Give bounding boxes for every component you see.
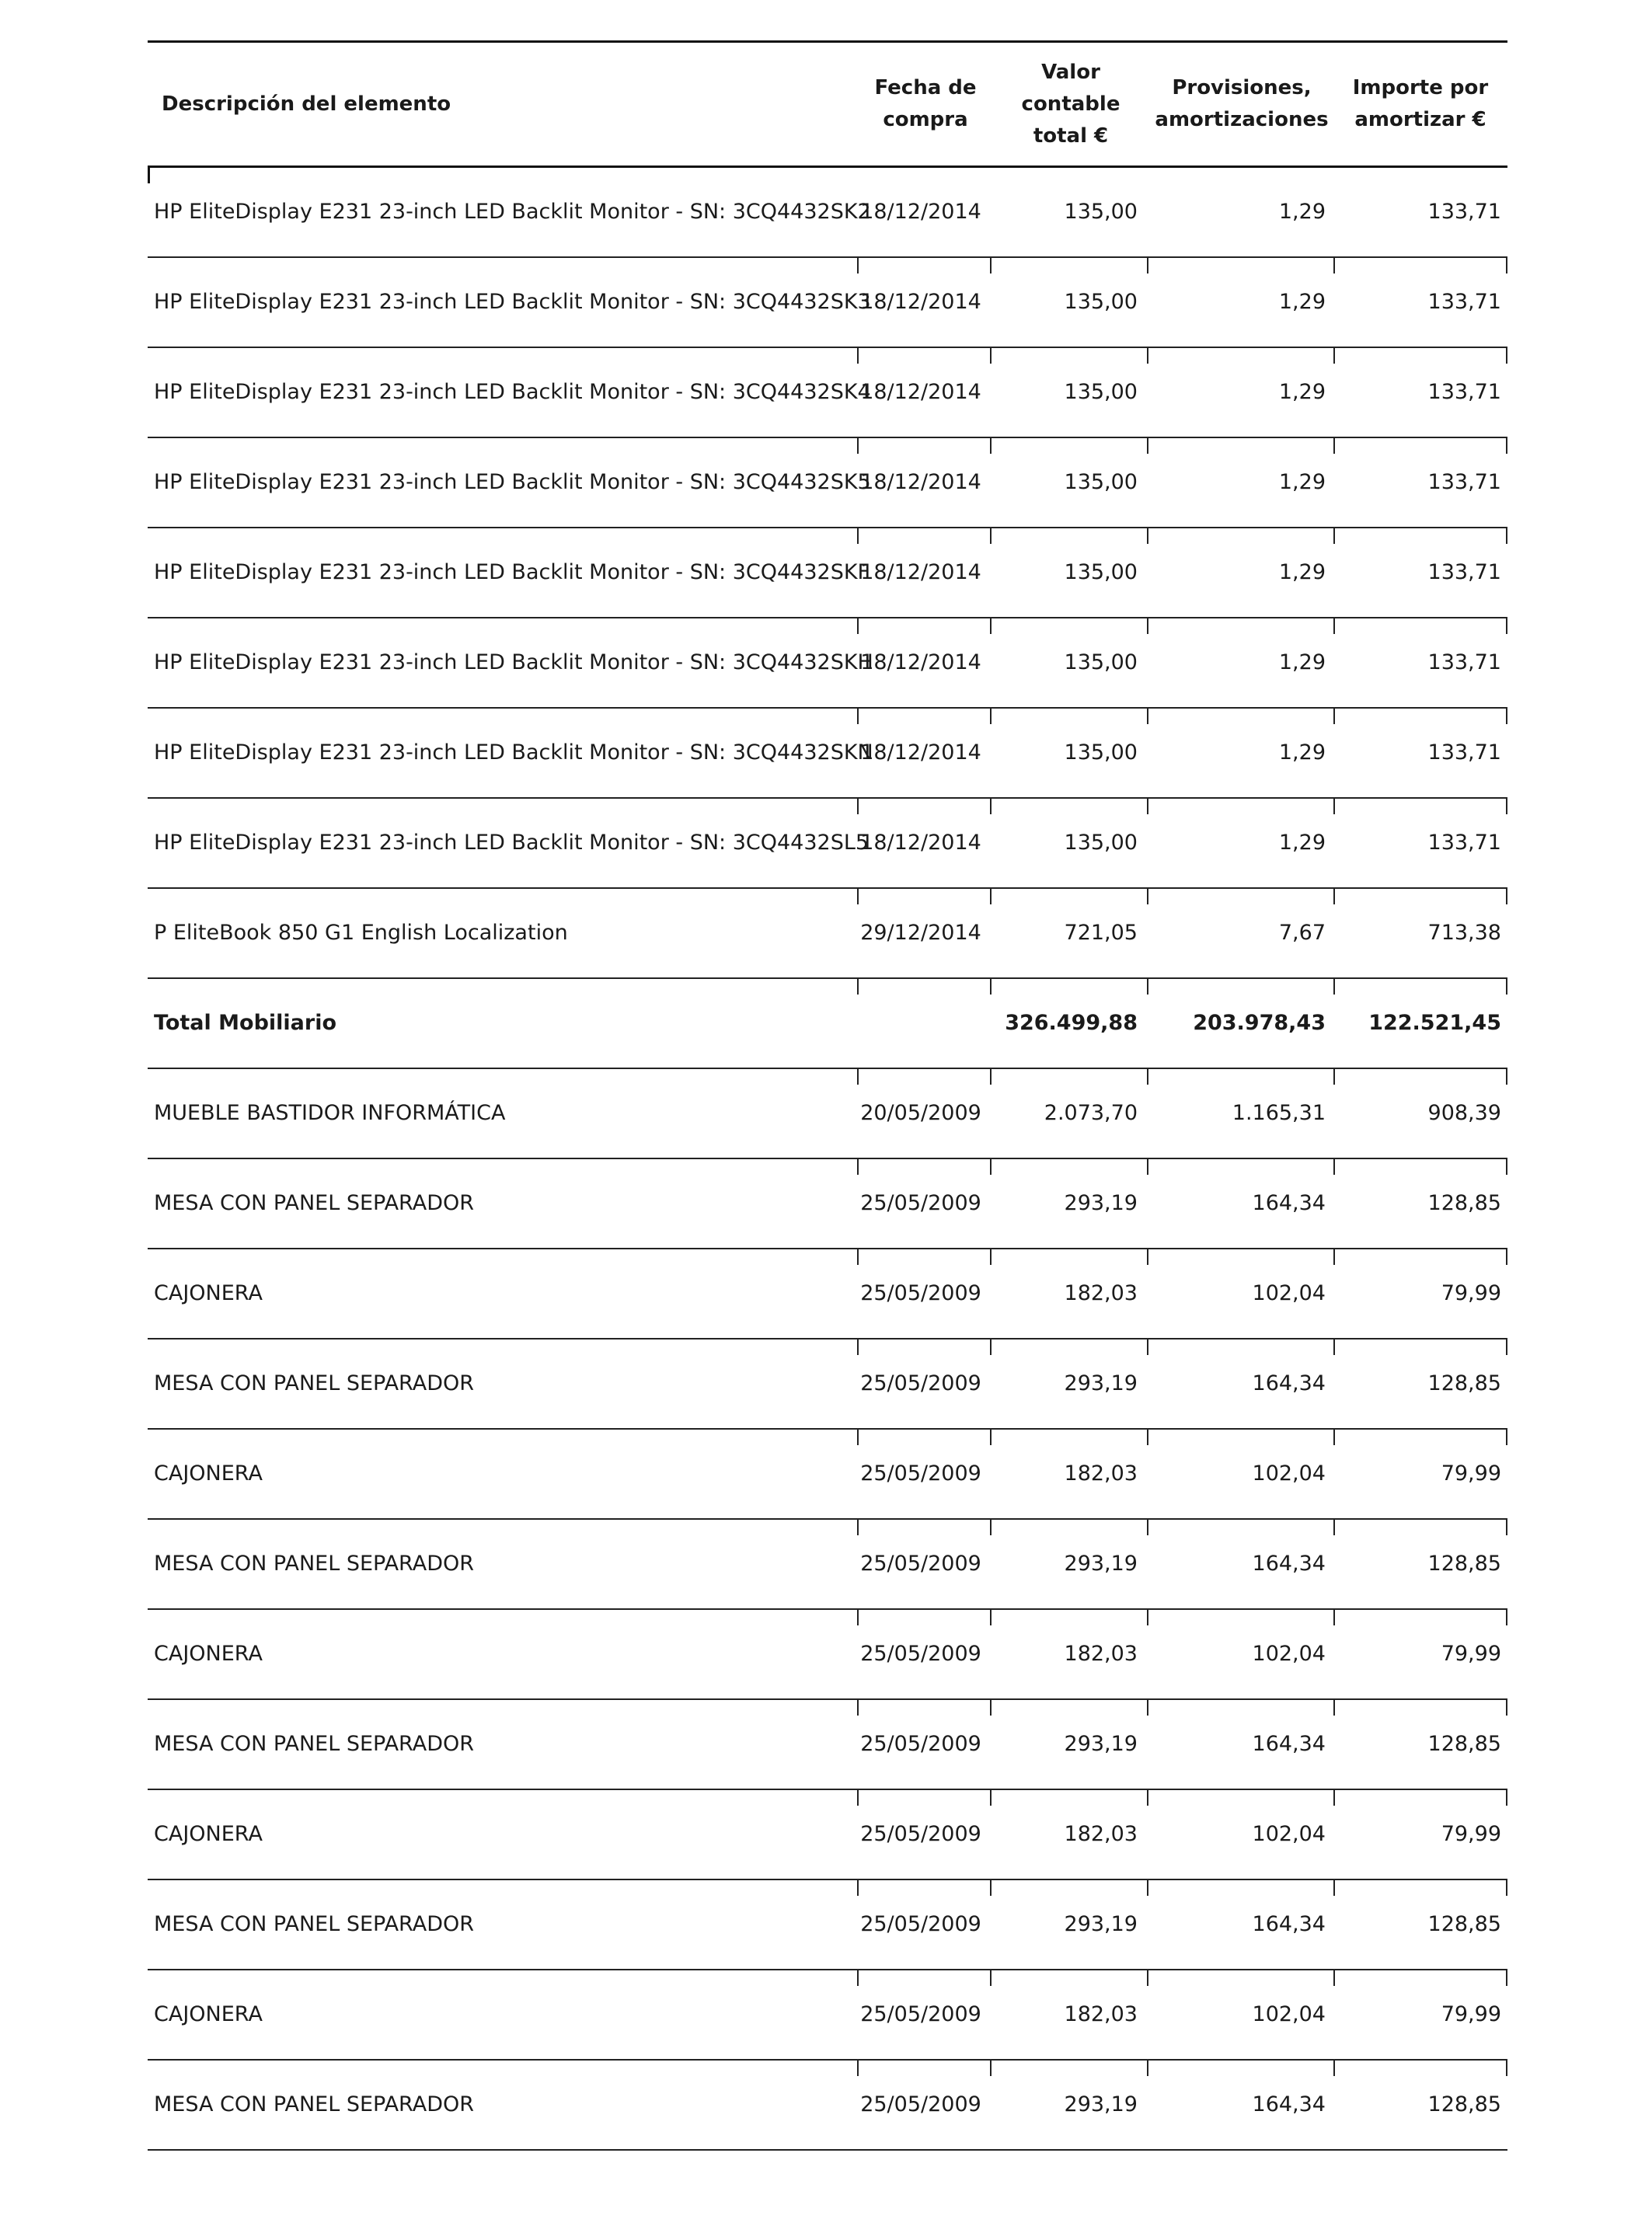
column-tick	[1333, 348, 1335, 364]
column-tick	[1506, 1069, 1507, 1085]
cell-remaining: 133,71	[1427, 650, 1501, 674]
column-tick	[990, 1339, 992, 1355]
cell-provisions: 1,29	[1278, 740, 1326, 765]
cell-description: MESA CON PANEL SEPARADOR	[154, 1191, 475, 1215]
cell-remaining: 128,85	[1427, 1191, 1501, 1215]
column-tick	[1333, 1430, 1335, 1445]
column-tick	[1506, 1159, 1507, 1175]
column-tick	[990, 1430, 992, 1445]
cell-purchase-date: 18/12/2014	[860, 740, 981, 765]
cell-purchase-date: 25/05/2009	[860, 1552, 981, 1576]
column-tick	[1506, 1430, 1507, 1445]
cell-description: HP EliteDisplay E231 23-inch LED Backlit Monitor - SN: 3CQ4432SKH	[154, 650, 873, 674]
cell-purchase-date: 18/12/2014	[860, 200, 981, 224]
cell-book-value: 182,03	[1064, 1822, 1138, 1846]
cell-remaining: 908,39	[1427, 1101, 1501, 1125]
table-header	[148, 43, 1507, 168]
cell-description: MESA CON PANEL SEPARADOR	[154, 1912, 475, 1936]
column-tick	[990, 348, 992, 364]
column-tick	[1333, 889, 1335, 904]
column-tick	[1147, 348, 1148, 364]
cell-provisions: 102,04	[1252, 1461, 1326, 1486]
table-row	[148, 1430, 1507, 1520]
cell-purchase-date: 25/05/2009	[860, 1732, 981, 1756]
table-row-total	[148, 979, 1507, 1069]
column-tick	[1506, 1880, 1507, 1896]
header-description: Descripción del elemento	[162, 92, 451, 116]
cell-provisions: 1,29	[1278, 650, 1326, 674]
cell-description: HP EliteDisplay E231 23-inch LED Backlit Monitor - SN: 3CQ4432SK2	[154, 200, 871, 224]
column-tick	[1147, 979, 1148, 995]
cell-remaining: 133,71	[1427, 380, 1501, 404]
column-tick	[1333, 258, 1335, 273]
column-tick	[1333, 1520, 1335, 1535]
cell-book-value: 135,00	[1064, 831, 1138, 855]
column-tick	[990, 1069, 992, 1085]
cell-book-value: 721,05	[1064, 921, 1138, 945]
cell-remaining: 133,71	[1427, 560, 1501, 584]
cell-description: MESA CON PANEL SEPARADOR	[154, 1732, 475, 1756]
cell-purchase-date: 18/12/2014	[860, 831, 981, 855]
column-tick	[1506, 889, 1507, 904]
column-tick	[1506, 799, 1507, 814]
table-row	[148, 1159, 1507, 1249]
column-tick	[1333, 1249, 1335, 1265]
column-tick	[1506, 1700, 1507, 1716]
cell-provisions: 102,04	[1252, 1281, 1326, 1305]
asset-table	[148, 40, 1507, 2151]
cell-book-value: 135,00	[1064, 470, 1138, 494]
column-tick	[1333, 1159, 1335, 1175]
column-tick	[1147, 1610, 1148, 1625]
cell-book-value: 293,19	[1064, 1732, 1138, 1756]
column-tick	[1147, 1790, 1148, 1806]
cell-description: CAJONERA	[154, 1642, 263, 1666]
column-tick	[990, 528, 992, 544]
table-row	[148, 258, 1507, 348]
cell-description: CAJONERA	[154, 1461, 263, 1486]
column-tick	[1333, 1069, 1335, 1085]
cell-purchase-date: 18/12/2014	[860, 380, 981, 404]
cell-provisions: 164,34	[1252, 1191, 1326, 1215]
cell-remaining: 79,99	[1441, 1461, 1501, 1486]
cell-purchase-date: 25/05/2009	[860, 1191, 981, 1215]
column-tick	[1333, 1790, 1335, 1806]
column-tick	[1333, 1970, 1335, 1986]
cell-book-value: 182,03	[1064, 1461, 1138, 1486]
cell-book-value: 293,19	[1064, 1371, 1138, 1395]
table-row	[148, 1970, 1507, 2061]
column-tick	[1506, 1610, 1507, 1625]
column-tick	[1333, 979, 1335, 995]
column-tick	[1506, 1970, 1507, 1986]
cell-provisions: 102,04	[1252, 2002, 1326, 2026]
column-tick	[990, 258, 992, 273]
table-row	[148, 528, 1507, 618]
header-book-value: Valor contable total €	[1021, 60, 1121, 148]
cell-remaining: 128,85	[1427, 1732, 1501, 1756]
column-tick	[1333, 1700, 1335, 1716]
cell-remaining: 79,99	[1441, 1642, 1501, 1666]
cell-book-value: 326.499,88	[1005, 1011, 1138, 1035]
cell-description: HP EliteDisplay E231 23-inch LED Backlit Monitor - SN: 3CQ4432SK3	[154, 290, 871, 314]
column-tick	[990, 1520, 992, 1535]
column-tick	[990, 799, 992, 814]
cell-purchase-date: 25/05/2009	[860, 1642, 981, 1666]
column-tick	[1333, 438, 1335, 454]
column-tick	[1147, 1700, 1148, 1716]
table-row	[148, 1069, 1507, 1159]
column-tick	[1506, 2061, 1507, 2076]
table-row	[148, 709, 1507, 799]
cell-provisions: 164,34	[1252, 1912, 1326, 1936]
table-row	[148, 438, 1507, 528]
column-tick	[1506, 618, 1507, 634]
table-row	[148, 799, 1507, 889]
column-tick	[1333, 1880, 1335, 1896]
column-tick	[1506, 1520, 1507, 1535]
column-tick	[990, 1700, 992, 1716]
cell-book-value: 182,03	[1064, 1642, 1138, 1666]
column-tick	[1147, 709, 1148, 724]
table-row	[148, 1700, 1507, 1790]
table-row	[148, 2061, 1507, 2151]
cell-provisions: 203.978,43	[1193, 1011, 1326, 1035]
cell-book-value: 135,00	[1064, 650, 1138, 674]
cell-description: HP EliteDisplay E231 23-inch LED Backlit Monitor - SN: 3CQ4432SKN	[154, 740, 873, 765]
cell-purchase-date: 18/12/2014	[860, 560, 981, 584]
cell-description: MESA CON PANEL SEPARADOR	[154, 1371, 475, 1395]
cell-description: P EliteBook 850 G1 English Localization	[154, 921, 568, 945]
column-tick	[1147, 1880, 1148, 1896]
column-tick	[1506, 438, 1507, 454]
table-row	[148, 1790, 1507, 1880]
column-tick	[990, 438, 992, 454]
cell-provisions: 1,29	[1278, 290, 1326, 314]
column-tick	[1506, 1339, 1507, 1355]
cell-provisions: 102,04	[1252, 1642, 1326, 1666]
cell-purchase-date	[855, 979, 987, 1068]
cell-remaining: 79,99	[1441, 2002, 1501, 2026]
cell-provisions: 164,34	[1252, 2092, 1326, 2116]
cell-provisions: 102,04	[1252, 1822, 1326, 1846]
column-tick	[1333, 618, 1335, 634]
cell-book-value: 293,19	[1064, 1552, 1138, 1576]
cell-purchase-date: 25/05/2009	[860, 1822, 981, 1846]
cell-book-value: 293,19	[1064, 2092, 1138, 2116]
table-row	[148, 1610, 1507, 1700]
cell-description: MUEBLE BASTIDOR INFORMÁTICA	[154, 1101, 506, 1125]
cell-description: HP EliteDisplay E231 23-inch LED Backlit Monitor - SN: 3CQ4432SL5	[154, 831, 870, 855]
header-purchase-date: Fecha de compra	[874, 76, 977, 131]
cell-book-value: 135,00	[1064, 740, 1138, 765]
cell-remaining: 79,99	[1441, 1281, 1501, 1305]
cell-provisions: 164,34	[1252, 1732, 1326, 1756]
column-tick	[1333, 2061, 1335, 2076]
table-row	[148, 168, 1507, 258]
column-tick	[1333, 528, 1335, 544]
column-tick	[1147, 1970, 1148, 1986]
cell-purchase-date: 18/12/2014	[860, 290, 981, 314]
column-tick	[1147, 1159, 1148, 1175]
column-tick	[1506, 709, 1507, 724]
column-tick	[990, 1880, 992, 1896]
cell-book-value: 293,19	[1064, 1912, 1138, 1936]
column-tick	[990, 1970, 992, 1986]
column-tick	[1147, 889, 1148, 904]
cell-book-value: 2.073,70	[1044, 1101, 1138, 1125]
column-tick	[1506, 1249, 1507, 1265]
column-tick	[990, 618, 992, 634]
cell-description: Total Mobiliario	[154, 1011, 337, 1035]
column-tick	[1506, 528, 1507, 544]
column-tick	[1333, 1339, 1335, 1355]
column-tick	[1147, 438, 1148, 454]
cell-purchase-date: 25/05/2009	[860, 1461, 981, 1486]
table-row	[148, 1249, 1507, 1339]
cell-book-value: 135,00	[1064, 560, 1138, 584]
column-tick	[1147, 1520, 1148, 1535]
cell-remaining: 133,71	[1427, 740, 1501, 765]
cell-description: CAJONERA	[154, 1281, 263, 1305]
cell-description: MESA CON PANEL SEPARADOR	[154, 2092, 475, 2116]
cell-provisions: 1.165,31	[1232, 1101, 1326, 1125]
cell-book-value: 182,03	[1064, 1281, 1138, 1305]
column-tick	[990, 1159, 992, 1175]
cell-description: CAJONERA	[154, 1822, 263, 1846]
table-row	[148, 1880, 1507, 1970]
column-tick	[1147, 1339, 1148, 1355]
cell-provisions: 1,29	[1278, 470, 1326, 494]
column-tick	[1333, 799, 1335, 814]
cell-provisions: 1,29	[1278, 560, 1326, 584]
column-tick	[1147, 528, 1148, 544]
column-tick	[1333, 1610, 1335, 1625]
column-tick	[1147, 2061, 1148, 2076]
column-tick	[1506, 979, 1507, 995]
cell-remaining: 713,38	[1427, 921, 1501, 945]
cell-remaining: 133,71	[1427, 831, 1501, 855]
cell-provisions: 1,29	[1278, 200, 1326, 224]
column-tick	[1147, 618, 1148, 634]
cell-remaining: 133,71	[1427, 470, 1501, 494]
header-remaining: Importe por amortizar €	[1352, 76, 1489, 131]
column-tick	[990, 709, 992, 724]
cell-purchase-date: 25/05/2009	[860, 1371, 981, 1395]
column-tick	[990, 1790, 992, 1806]
cell-purchase-date: 18/12/2014	[860, 650, 981, 674]
cell-provisions: 1,29	[1278, 831, 1326, 855]
table-row	[148, 1339, 1507, 1430]
cell-purchase-date: 25/05/2009	[860, 1912, 981, 1936]
column-tick	[1506, 1790, 1507, 1806]
column-tick	[1147, 1430, 1148, 1445]
column-tick	[1147, 258, 1148, 273]
cell-description: CAJONERA	[154, 2002, 263, 2026]
cell-book-value: 135,00	[1064, 200, 1138, 224]
cell-provisions: 164,34	[1252, 1371, 1326, 1395]
table-row	[148, 889, 1507, 979]
cell-provisions: 1,29	[1278, 380, 1326, 404]
cell-book-value: 135,00	[1064, 290, 1138, 314]
column-tick	[990, 2061, 992, 2076]
column-tick	[1506, 258, 1507, 273]
column-tick	[1147, 1069, 1148, 1085]
cell-description: HP EliteDisplay E231 23-inch LED Backlit Monitor - SN: 3CQ4432SK4	[154, 380, 871, 404]
cell-remaining: 122.521,45	[1368, 1011, 1501, 1035]
column-tick	[1147, 799, 1148, 814]
column-tick	[990, 979, 992, 995]
cell-remaining: 128,85	[1427, 1371, 1501, 1395]
cell-remaining: 128,85	[1427, 2092, 1501, 2116]
cell-remaining: 128,85	[1427, 1552, 1501, 1576]
cell-remaining: 133,71	[1427, 200, 1501, 224]
table-row	[148, 1520, 1507, 1610]
cell-purchase-date: 25/05/2009	[860, 2092, 981, 2116]
cell-book-value: 293,19	[1064, 1191, 1138, 1215]
cell-purchase-date: 29/12/2014	[860, 921, 981, 945]
cell-remaining: 79,99	[1441, 1822, 1501, 1846]
cell-purchase-date: 20/05/2009	[860, 1101, 981, 1125]
table-row	[148, 618, 1507, 709]
cell-description: MESA CON PANEL SEPARADOR	[154, 1552, 475, 1576]
cell-description: HP EliteDisplay E231 23-inch LED Backlit Monitor - SN: 3CQ4432SK5	[154, 470, 871, 494]
cell-remaining: 128,85	[1427, 1912, 1501, 1936]
cell-purchase-date: 25/05/2009	[860, 2002, 981, 2026]
cell-provisions: 7,67	[1278, 921, 1326, 945]
column-tick	[990, 1610, 992, 1625]
row-corner-mark	[148, 168, 150, 183]
column-tick	[1147, 1249, 1148, 1265]
header-provisions: Provisiones, amortizaciones	[1155, 76, 1329, 131]
table-row	[148, 348, 1507, 438]
cell-book-value: 182,03	[1064, 2002, 1138, 2026]
cell-description: HP EliteDisplay E231 23-inch LED Backlit Monitor - SN: 3CQ4432SKF	[154, 560, 870, 584]
column-tick	[990, 889, 992, 904]
column-tick	[990, 1249, 992, 1265]
cell-purchase-date: 18/12/2014	[860, 470, 981, 494]
cell-purchase-date: 25/05/2009	[860, 1281, 981, 1305]
column-tick	[1333, 709, 1335, 724]
cell-book-value: 135,00	[1064, 380, 1138, 404]
table-body	[148, 168, 1507, 2151]
cell-provisions: 164,34	[1252, 1552, 1326, 1576]
cell-remaining: 133,71	[1427, 290, 1501, 314]
column-tick	[1506, 348, 1507, 364]
